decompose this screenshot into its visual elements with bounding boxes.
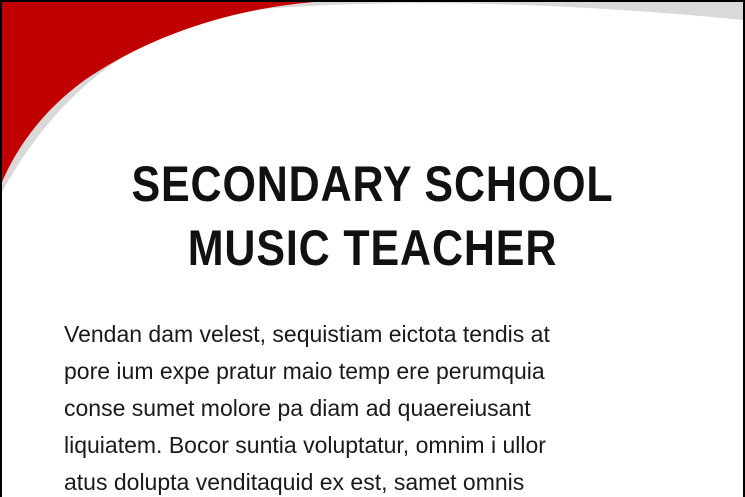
body-line: liquiatem. Bocor suntia voluptatur, omnim i ullor: [64, 432, 546, 458]
body-paragraph: [64, 316, 704, 497]
title-line-1: SECONDARY SCHOOL: [131, 156, 614, 212]
page-title: [54, 152, 691, 280]
body-line: conse sumet molore pa diam ad quaereiusant: [64, 395, 531, 421]
body-line: atus dolupta venditaquid ex est, samet omnis: [64, 469, 525, 495]
flyer-sheet: [2, 2, 743, 497]
body-line: Vendan dam velest, sequistiam eictota tendis at: [64, 321, 550, 347]
body-line: pore ium expe pratur maio temp ere perumquia: [64, 358, 545, 384]
title-line-2: MUSIC TEACHER: [187, 220, 558, 276]
